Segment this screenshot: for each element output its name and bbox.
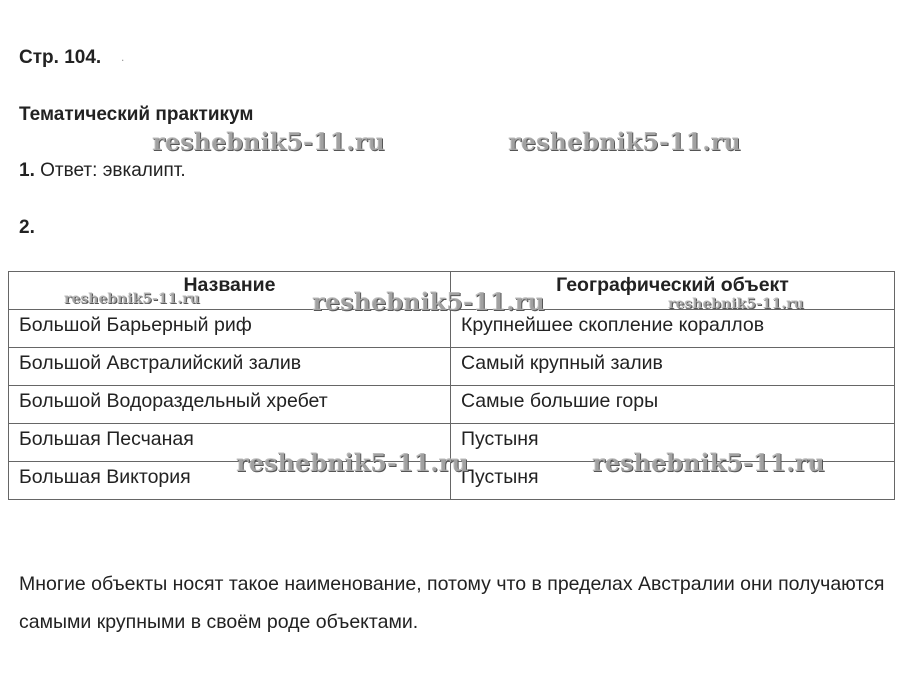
table-cell-object: Крупнейшее скопление кораллов [451,310,895,348]
answer-1-text: Ответ: эвкалипт. [34,160,186,181]
watermark: reshebnik5-11.ru [236,448,469,477]
answer-1 [19,160,186,182]
table-row [9,386,895,424]
watermark: reshebnik5-11.ru [64,291,200,307]
watermark: reshebnik5-11.ru [312,287,545,316]
watermark: reshebnik5-11.ru [668,296,804,312]
table-cell-object: Пустыня [451,462,895,500]
table-cell-object: Самые большие горы [451,386,895,424]
page-dot: . [121,50,125,64]
page-number: Стр. 104. [19,47,102,68]
table-row [9,348,895,386]
answer-1-number: 1. [19,160,35,181]
table-row [9,462,895,500]
table-cell-name: Большая Виктория [9,462,451,500]
table-row [9,310,895,348]
conclusion-text: Многие объекты носят такое наименование, потому что в пределах Австралии они получаются самыми крупными в своём роде объектами. [19,573,885,633]
geography-table [8,271,895,500]
table-header-row [9,272,895,310]
column-header-object: Географический объект [451,272,895,310]
watermark: reshebnik5-11.ru [592,448,825,477]
watermark: reshebnik5-11.ru [152,127,385,156]
table-cell-name: Большой Барьерный риф [9,310,451,348]
table-cell-object: Самый крупный залив [451,348,895,386]
watermark: reshebnik5-11.ru [508,127,741,156]
table-row [9,424,895,462]
table-cell-name: Большая Песчаная [9,424,451,462]
table-cell-object: Пустыня [451,424,895,462]
answer-2-number: 2. [19,217,35,238]
table-cell-name: Большой Водораздельный хребет [9,386,451,424]
column-header-name: Название [9,272,451,310]
section-title: Тематический практикум [19,104,254,125]
table-cell-name: Большой Австралийский залив [9,348,451,386]
